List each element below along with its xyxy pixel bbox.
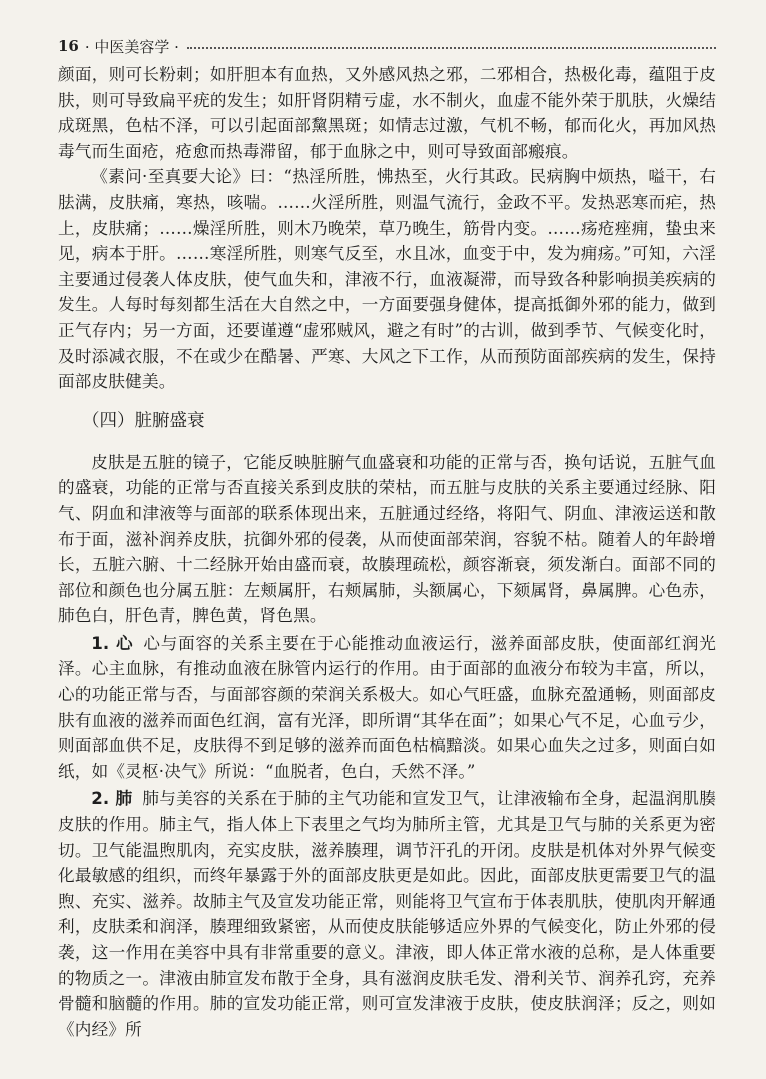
header-dotted-rule [187, 47, 716, 49]
running-header [58, 34, 716, 58]
paragraph-2: 《素问·至真要大论》曰：“热淫所胜，怫热至，火行其政。民病胸中烦热，嗌干，右胠满，皮肤痛，寒热，咳喘。……火淫所胜，则温气流行，金政不平。发热恶寒而疟，热上，皮肤痛；……燥淫所胜，则木乃晚荣，草乃晚生，筋骨内变。……疡疮痤痈，蛰虫来见，病本于肝。……寒淫所胜，则寒气反至，水且冰，血变于中，发为痈疡。”可知，六淫主要通过侵袭人体皮肤，使气血失和，津液不行，血液凝滞，而导致各种影响损美疾病的发生。人每时每刻都生活在大自然之中，一方面要强身健体，提高抵御外邪的能力，做到正气存内；另一方面，还要谨遵“虚邪贼风，避之有时”的古训，做到季节、气候变化时，及时添减衣服，不在或少在酷暑、严寒、大风之下工作，从而预防面部疾病的发生，保持面部皮肤健美。 [58, 167, 716, 392]
subheading-heart: 1. 心 [91, 633, 134, 653]
paragraph-heart-text: 心与面容的关系主要在于心能推动血液运行，滋养面部皮肤，使面部红润光泽。心主血脉，有推动血液在脉管内运行的作用。由于面部的血液分布较为丰富，所以，心的功能正常与否，与面部容颜的荣润关系极大。如心气旺盛，血脉充盈通畅，则面部皮肤有血液的滋养而面色红润，富有光泽，即所谓“其华在面”；如果心气不足，心血亏少，则面部血供不足，皮肤得不到足够的滋养而面色枯槁黯淡。如果心血失之过多，则面白如纸，如《灵枢·决气》所说：“血脱者，色白，夭然不泽。” [58, 633, 716, 781]
paragraph-lung [58, 786, 716, 1042]
paragraph-1: 颜面，则可长粉刺；如肝胆本有血热，又外感风热之邪，二邪相合，热极化毒，蕴阻于皮肤，则可导致扁平疣的发生；如肝肾阴精亏虚，水不制火，血虚不能外荣于肌肤，火燥结成斑黑，色枯不泽，可以引起面部黧黑斑；如情志过激，气机不畅，郁而化火，再加风热毒气而生面疮，疮愈而热毒滞留，郁于血脉之中，则可导致面部瘢痕。 [58, 65, 716, 161]
page-number: 16 [58, 37, 79, 55]
running-title: · 中医美容学 · [84, 37, 179, 56]
subheading-lung: 2. 肺 [91, 789, 133, 809]
paragraph-heart [58, 631, 716, 785]
paragraph-3: 皮肤是五脏的镜子，它能反映脏腑气血盛衰和功能的正常与否，换句话说，五脏气血的盛衰，功能的正常与否直接关系到皮肤的荣枯，而五脏与皮肤的关系主要通过经脉、阳气、阴血和津液等与面部的联系体现出来，五脏通过经络，将阳气、阴血、津液运送和散布于面，滋补润养皮肤，抗御外邪的侵袭，从而使面部荣润，容貌不枯。随着人的年龄增长，五脏六腑、十二经脉开始由盛而衰，故腠理疏松，颜容渐衰，须发渐白。面部不同的部位和颜色也分属五脏：左颊属肝，右颊属肺，头额属心，下颏属肾，鼻属脾。心色赤，肺色白，肝色青，脾色黄，肾色黑。 [58, 452, 716, 626]
paragraph-lung-text: 肺与美容的关系在于肺的主气功能和宣发卫气，让津液输布全身，起温润肌腠皮肤的作用。肺主气，指人体上下表里之气均为肺所主管，尤其是卫气与肺的关系更为密切。卫气能温煦肌肉，充实皮肤，滋养腠理，调节汗孔的开闭。皮肤是机体对外界气候变化最敏感的组织，而终年暴露于外的面部皮肤更是如此。因此，面部皮肤更需要卫气的温煦、充实、滋养。故肺主气及宣发功能正常，则能将卫气宣布于体表肌肤，使肌肉开解通利，皮肤柔和润泽，腠理细致紧密，从而使皮肤能够适应外界的气候变化，防止外邪的侵袭，这一作用在美容中具有非常重要的意义。津液，即人体正常水液的总称，是人体重要的物质之一。津液由肺宣发布散于全身，具有滋润皮肤毛发、滑利关节、润养孔窍，充养骨髓和脑髓的作用。肺的宣发功能正常，则可宣发津液于皮肤，使皮肤润泽；反之，则如《内经》所 [58, 789, 716, 1039]
section-heading: （四）脏腑盛衰 [82, 410, 205, 431]
